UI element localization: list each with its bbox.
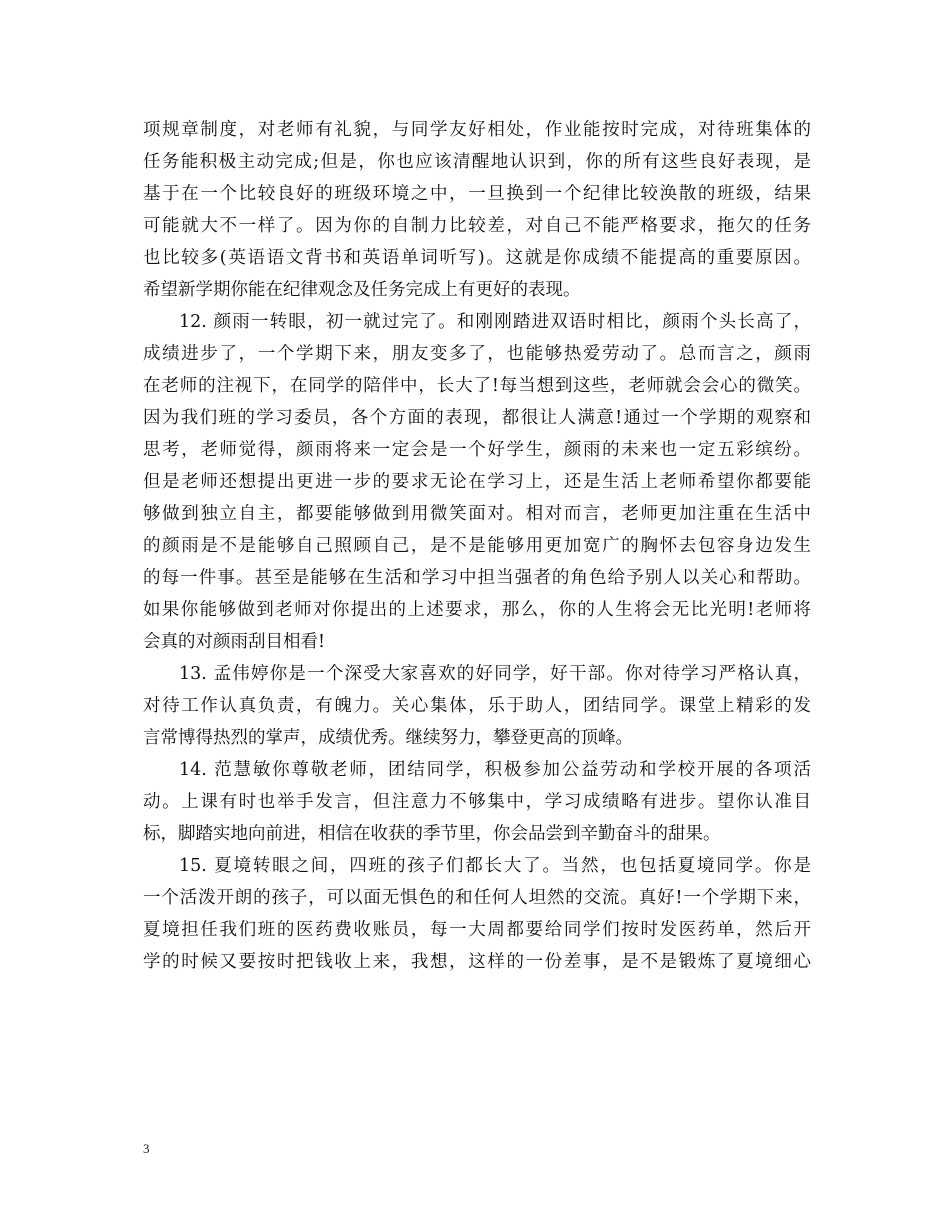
text-line: 在老师的注视下，在同学的陪伴中，长大了!每当想到这些，老师就会会心的微笑。 [143, 376, 811, 396]
text-line: 但是老师还想提出更进一步的要求无论在学习上，还是生活上老师希望你都要能 [143, 472, 811, 492]
text-line: 希望新学期你能在纪律观念及任务完成上有更好的表现。 [143, 280, 581, 300]
text-line: 可能就大不一样了。因为你的自制力比较差，对自己不能严格要求，拖欠的任务 [143, 216, 811, 236]
text-line: 任务能积极主动完成;但是，你也应该清醒地认识到，你的所有这些良好表现，是 [143, 152, 811, 172]
text-line: 对待工作认真负责，有魄力。关心集体，乐于助人，团结同学。课堂上精彩的发 [143, 696, 811, 716]
text-line: 会真的对颜雨刮目相看! [143, 632, 326, 652]
text-line: 标，脚踏实地向前进，相信在收获的季节里，你会品尝到辛勤奋斗的甜果。 [143, 824, 721, 844]
text-line: 13. 孟伟婷你是一个深受大家喜欢的好同学，好干部。你对待学习严格认真， [179, 664, 811, 684]
text-line: 思考，老师觉得，颜雨将来一定会是一个好学生，颜雨的未来也一定五彩缤纷。 [143, 440, 811, 460]
text-line: 的每一件事。甚至是能够在生活和学习中担当强者的角色给予别人以关心和帮助。 [143, 568, 811, 588]
text-line: 够做到独立自主，都要能够做到用微笑面对。相对而言，老师更加注重在生活中 [143, 504, 811, 524]
text-line: 如果你能够做到老师对你提出的上述要求，那么，你的人生将会无比光明!老师将 [143, 600, 811, 620]
text-line: 因为我们班的学习委员，各个方面的表现，都很让人满意!通过一个学期的观察和 [143, 408, 811, 428]
text-line: 基于在一个比较良好的班级环境之中，一旦换到一个纪律比较涣散的班级，结果 [143, 184, 811, 204]
text-line: 12. 颜雨一转眼，初一就过完了。和刚刚踏进双语时相比，颜雨个头长高了， [179, 312, 811, 332]
text-line: 动。上课有时也举手发言，但注意力不够集中，学习成绩略有进步。望你认准目 [143, 792, 811, 812]
text-line: 一个活泼开朗的孩子，可以面无惧色的和任何人坦然的交流。真好!一个学期下来， [143, 888, 811, 908]
text-line: 15. 夏境转眼之间，四班的孩子们都长大了。当然，也包括夏境同学。你是 [179, 856, 811, 876]
text-line: 言常博得热烈的掌声，成绩优秀。继续努力，攀登更高的顶峰。 [143, 728, 633, 748]
page-number: 3 [143, 1141, 150, 1156]
text-line: 学的时候又要按时把钱收上来，我想，这样的一份差事，是不是锻炼了夏境细心 [143, 952, 811, 972]
text-line: 项规章制度，对老师有礼貌，与同学友好相处，作业能按时完成，对待班集体的 [143, 120, 811, 140]
text-line: 14. 范慧敏你尊敬老师，团结同学，积极参加公益劳动和学校开展的各项活 [179, 760, 811, 780]
text-line: 成绩进步了，一个学期下来，朋友变多了，也能够热爱劳动了。总而言之，颜雨 [143, 344, 811, 364]
document-body [143, 114, 811, 978]
text-line: 夏境担任我们班的医药费收账员，每一大周都要给同学们按时发医药单，然后开 [143, 920, 811, 940]
text-line: 的颜雨是不是能够自己照顾自己，是不是能够用更加宽广的胸怀去包容身边发生 [143, 536, 811, 556]
text-line: 也比较多(英语语文背书和英语单词听写)。这就是你成绩不能提高的重要原因。 [143, 248, 811, 268]
